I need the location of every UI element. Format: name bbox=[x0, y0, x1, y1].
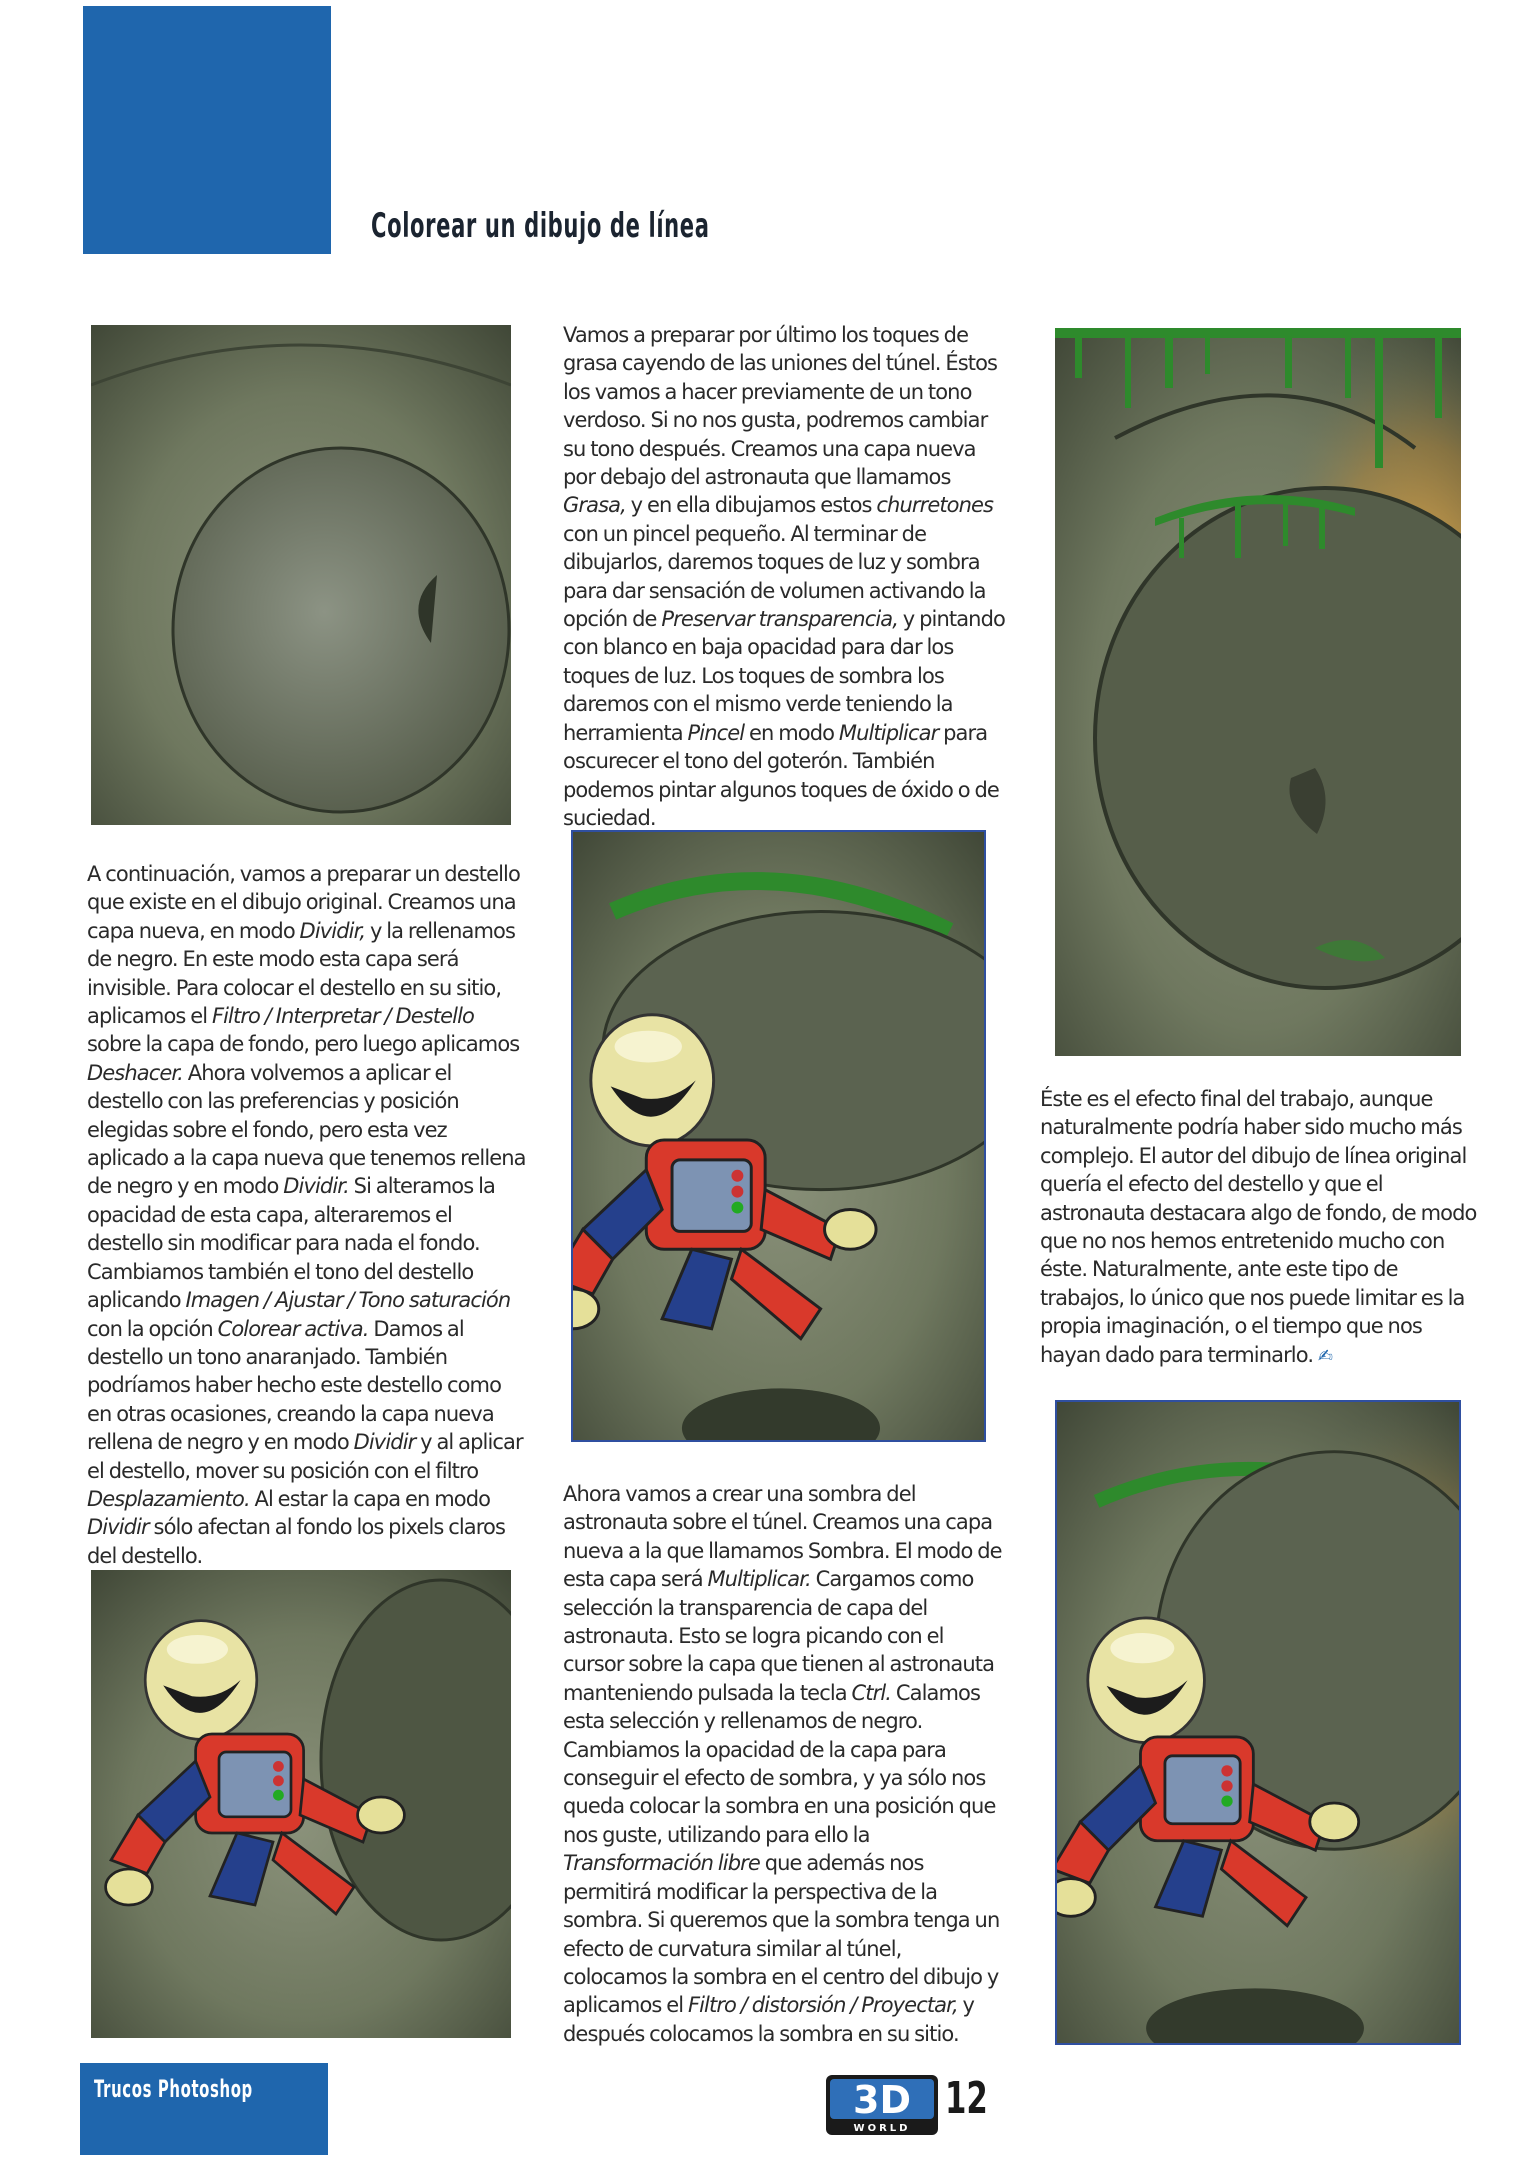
paragraph-sombra: Ahora vamos a crear una sombra del astronauta sobre el túnel. Creamos una capa nueva a la que llamamos Sombra. El modo de esta capa será Multiplicar. Cargamos como selección la transparencia de capa del astronauta. Esto se logra picando con el cursor sobre la capa que tienen al astronauta manteniendo pulsada la tecla Ctrl. Calamos esta selección y rellenamos de negro. Cambiamos la opacidad de la capa para conseguir el efecto de sombra, y ya sólo nos queda colocar la sombra en una posición que nos guste, utilizando para ello la Transformación libre que además nos permitirá modificar la perspectiva de la sombra. Si queremos que la sombra tenga un efecto de curvatura similar al túnel, colocamos la sombra en el centro del dibujo y aplicamos el Filtro / distorsión / Proyectar, y después colocamos la sombra en su sitio. bbox=[563, 1482, 1002, 2046]
astronaut-shadow-illustration bbox=[571, 830, 986, 1442]
slime-illustration bbox=[1055, 328, 1461, 1056]
paragraph-grasa: Vamos a preparar por último los toques de grasa cayendo de las uniones del túnel. Éstos los vamos a hacer previamente de un tono verdoso. Si no nos gusta, podremos cambiar su tono después. Creamos una capa nueva por debajo del astronauta que llamamos Grasa, y en ella dibujamos estos churretones con un pincel pequeño. Al terminar de dibujarlos, daremos toques de luz y sombra para dar sensación de volumen activando la opción de Preservar transparencia, y pintando con blanco en baja opacidad para dar los toques de luz. Los toques de sombra los daremos con el mismo verde teniendo la herramienta Pincel en modo Multiplicar para oscurecer el tono del goterón. También podemos pintar algunos toques de óxido o de suciedad. bbox=[563, 323, 1005, 830]
flare-illustration bbox=[91, 1570, 511, 2038]
final-effect-illustration bbox=[1055, 1400, 1461, 2045]
paragraph-destello: A continuación, vamos a preparar un destello que existe en el dibujo original. Creamos una capa nueva, en modo Dividir, y la rellenamos de negro. En este modo esta capa será invisible. Para colocar el destello en su sitio, aplicamos el Filtro / Interpretar / Destello sobre la capa de fondo, pero luego aplicamos Deshacer. Ahora volvemos a aplicar el destello con las preferencias y posición elegidas sobre el fondo, pero esta vez aplicado a la capa nueva que tenemos rellena de negro y en modo Dividir. Si alteramos la opacidad de esta capa, alteraremos el destello sin modificar para nada el fondo. Cambiamos también el tono del destello aplicando Imagen / Ajustar / Tono saturación con la opción Colorear activa. Damos al destello un tono anaranjado. También podríamos haber hecho este destello como en otras ocasiones, creando la capa nueva rellena de negro y en modo Dividir y al aplicar el destello, mover su posición con el filtro Desplazamiento. Al estar la capa en modo Dividir sólo afectan al fondo los pixels claros del destello. bbox=[87, 862, 526, 1568]
logo-subtext: WORLD bbox=[853, 2123, 911, 2134]
page-number: 12 bbox=[945, 2073, 988, 2124]
article-title: Colorear un dibujo de línea bbox=[371, 206, 710, 246]
footer-section-label: Trucos Photoshop bbox=[80, 2063, 328, 2155]
logo-text: 3D bbox=[853, 2078, 911, 2122]
paragraph-final: Éste es el efecto final del trabajo, aunque naturalmente podría haber sido mucho más complejo. El autor del dibujo de línea original quería el efecto del destello y que el astronauta destacara algo de fondo, de modo que no nos hemos entretenido mucho con éste. Naturalmente, ante este tipo de trabajos, lo único que nos puede limitar es la propia imaginación, o el tiempo que nos hayan dado para terminarlo. ✍ bbox=[1040, 1087, 1477, 1367]
header-color-block bbox=[83, 6, 331, 254]
end-of-article-icon: ✍ bbox=[1317, 1345, 1333, 1367]
magazine-logo bbox=[826, 2075, 938, 2161]
tunnel-illustration bbox=[91, 325, 511, 825]
